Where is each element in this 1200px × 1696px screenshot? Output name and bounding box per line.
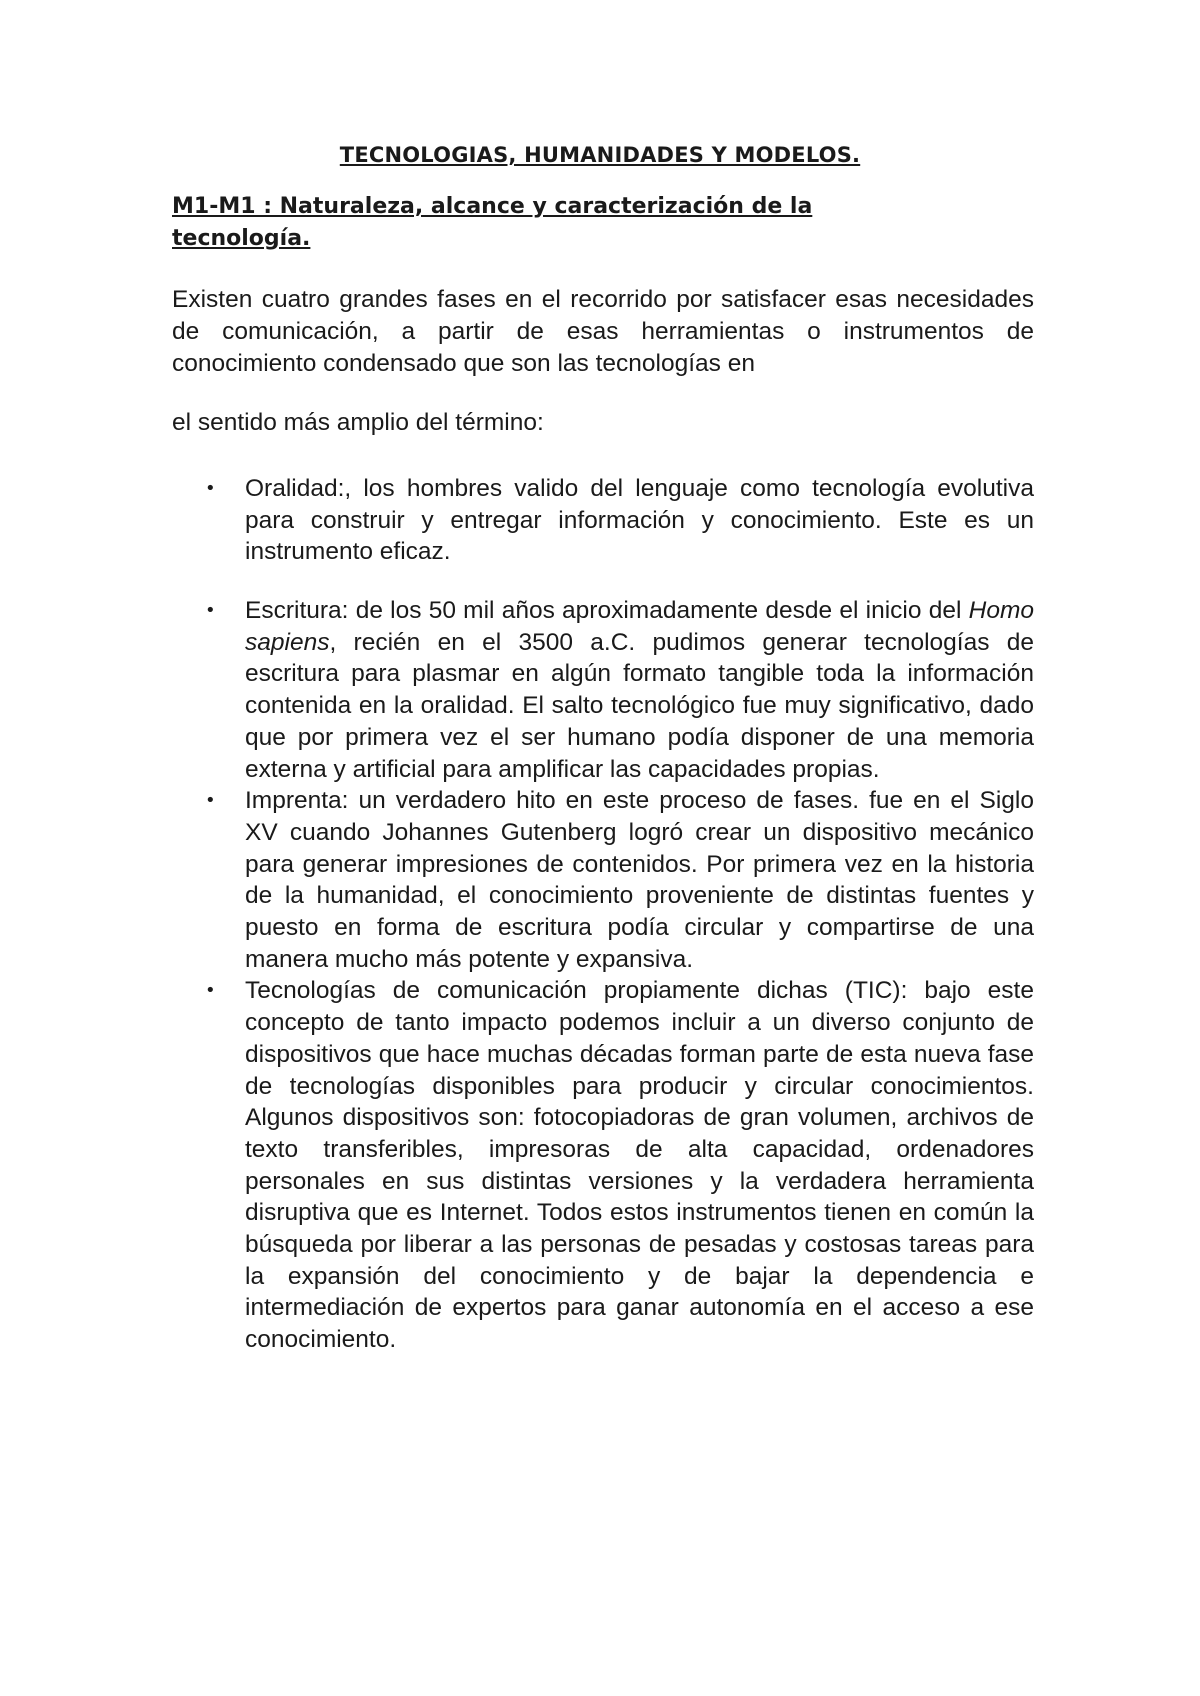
list-item-text: , recién en el 3500 a.C. pudimos generar tecnologías de escritura para plasmar en algún formato tangible toda la información contenida en la oralidad. El salto tecnológico fue muy significativo, dado que por primera vez el ser humano podía disponer de una memoria externa y artificial para amplificar las capacidades propias.	[245, 628, 1034, 783]
phases-list-first	[205, 473, 1034, 568]
phases-list	[205, 595, 1034, 1356]
bullet-icon: •	[205, 790, 216, 812]
list-item-tic	[205, 975, 1034, 1355]
bullet-icon: •	[205, 980, 216, 1002]
section-heading-line-1: M1-M1 : Naturaleza, alcance y caracterización de la	[172, 194, 813, 219]
document-title: TECNOLOGIAS, HUMANIDADES Y MODELOS.	[339, 143, 861, 167]
bullet-icon: •	[205, 478, 216, 499]
section-heading-line-2: tecnología.	[172, 226, 311, 251]
list-item-text: Imprenta: un verdadero hito en este proceso de fases. fue en el Siglo XV cuando Johannes Gutenberg logró crear un dispositivo mecánico para generar impresiones de contenidos. Por primera vez en la historia de la humanidad, el conocimiento proveniente de distintas fuentes y puesto en forma de escritura podía circular y compartirse de una manera mucho más potente y expansiva.	[245, 787, 1034, 973]
list-item-text: Tecnologías de comunicación propiamente dichas (TIC): bajo este concepto de tanto impacto podemos incluir a un diverso conjunto de dispositivos que hace muchas décadas forman parte de esta nueva fase de tecnologías disponibles para producir y circular conocimientos. Algunos dispositivos son: fotocopiadoras de gran volumen, archivos de texto transferibles, impresoras de alta capacidad, ordenadores personales en sus distintas versiones y la verdadera herramienta disruptiva que es Internet. Todos estos instrumentos tienen en común la búsqueda por liberar a las personas de pesadas y costosas tareas para la expansión del conocimiento y de bajar la dependencia e intermediación de expertos para ganar autonomía en el acceso a ese conocimiento.	[245, 977, 1034, 1354]
intro-paragraph-tail: el sentido más amplio del término:	[172, 409, 544, 436]
bullet-icon: •	[205, 600, 216, 621]
list-item-imprenta	[205, 785, 1034, 975]
italic-term: Homo sapiens	[245, 597, 1034, 656]
intro-paragraph: Existen cuatro grandes fases en el recorrido por satisfacer esas necesidades de comunicación, a partir de esas herramientas o instrumentos de conocimiento condensado que son las tecnologías en	[172, 286, 1034, 377]
list-item-text: Escritura: de los 50 mil años aproximadamente desde el inicio del	[245, 597, 969, 624]
list-item-escritura	[205, 595, 1034, 785]
list-item-text: Oralidad:, los hombres valido del lenguaje como tecnología evolutiva para construir y entregar información y conocimiento. Este es un instrumento eficaz.	[245, 475, 1034, 566]
list-item-oralidad	[205, 473, 1034, 568]
section-heading	[172, 191, 932, 255]
